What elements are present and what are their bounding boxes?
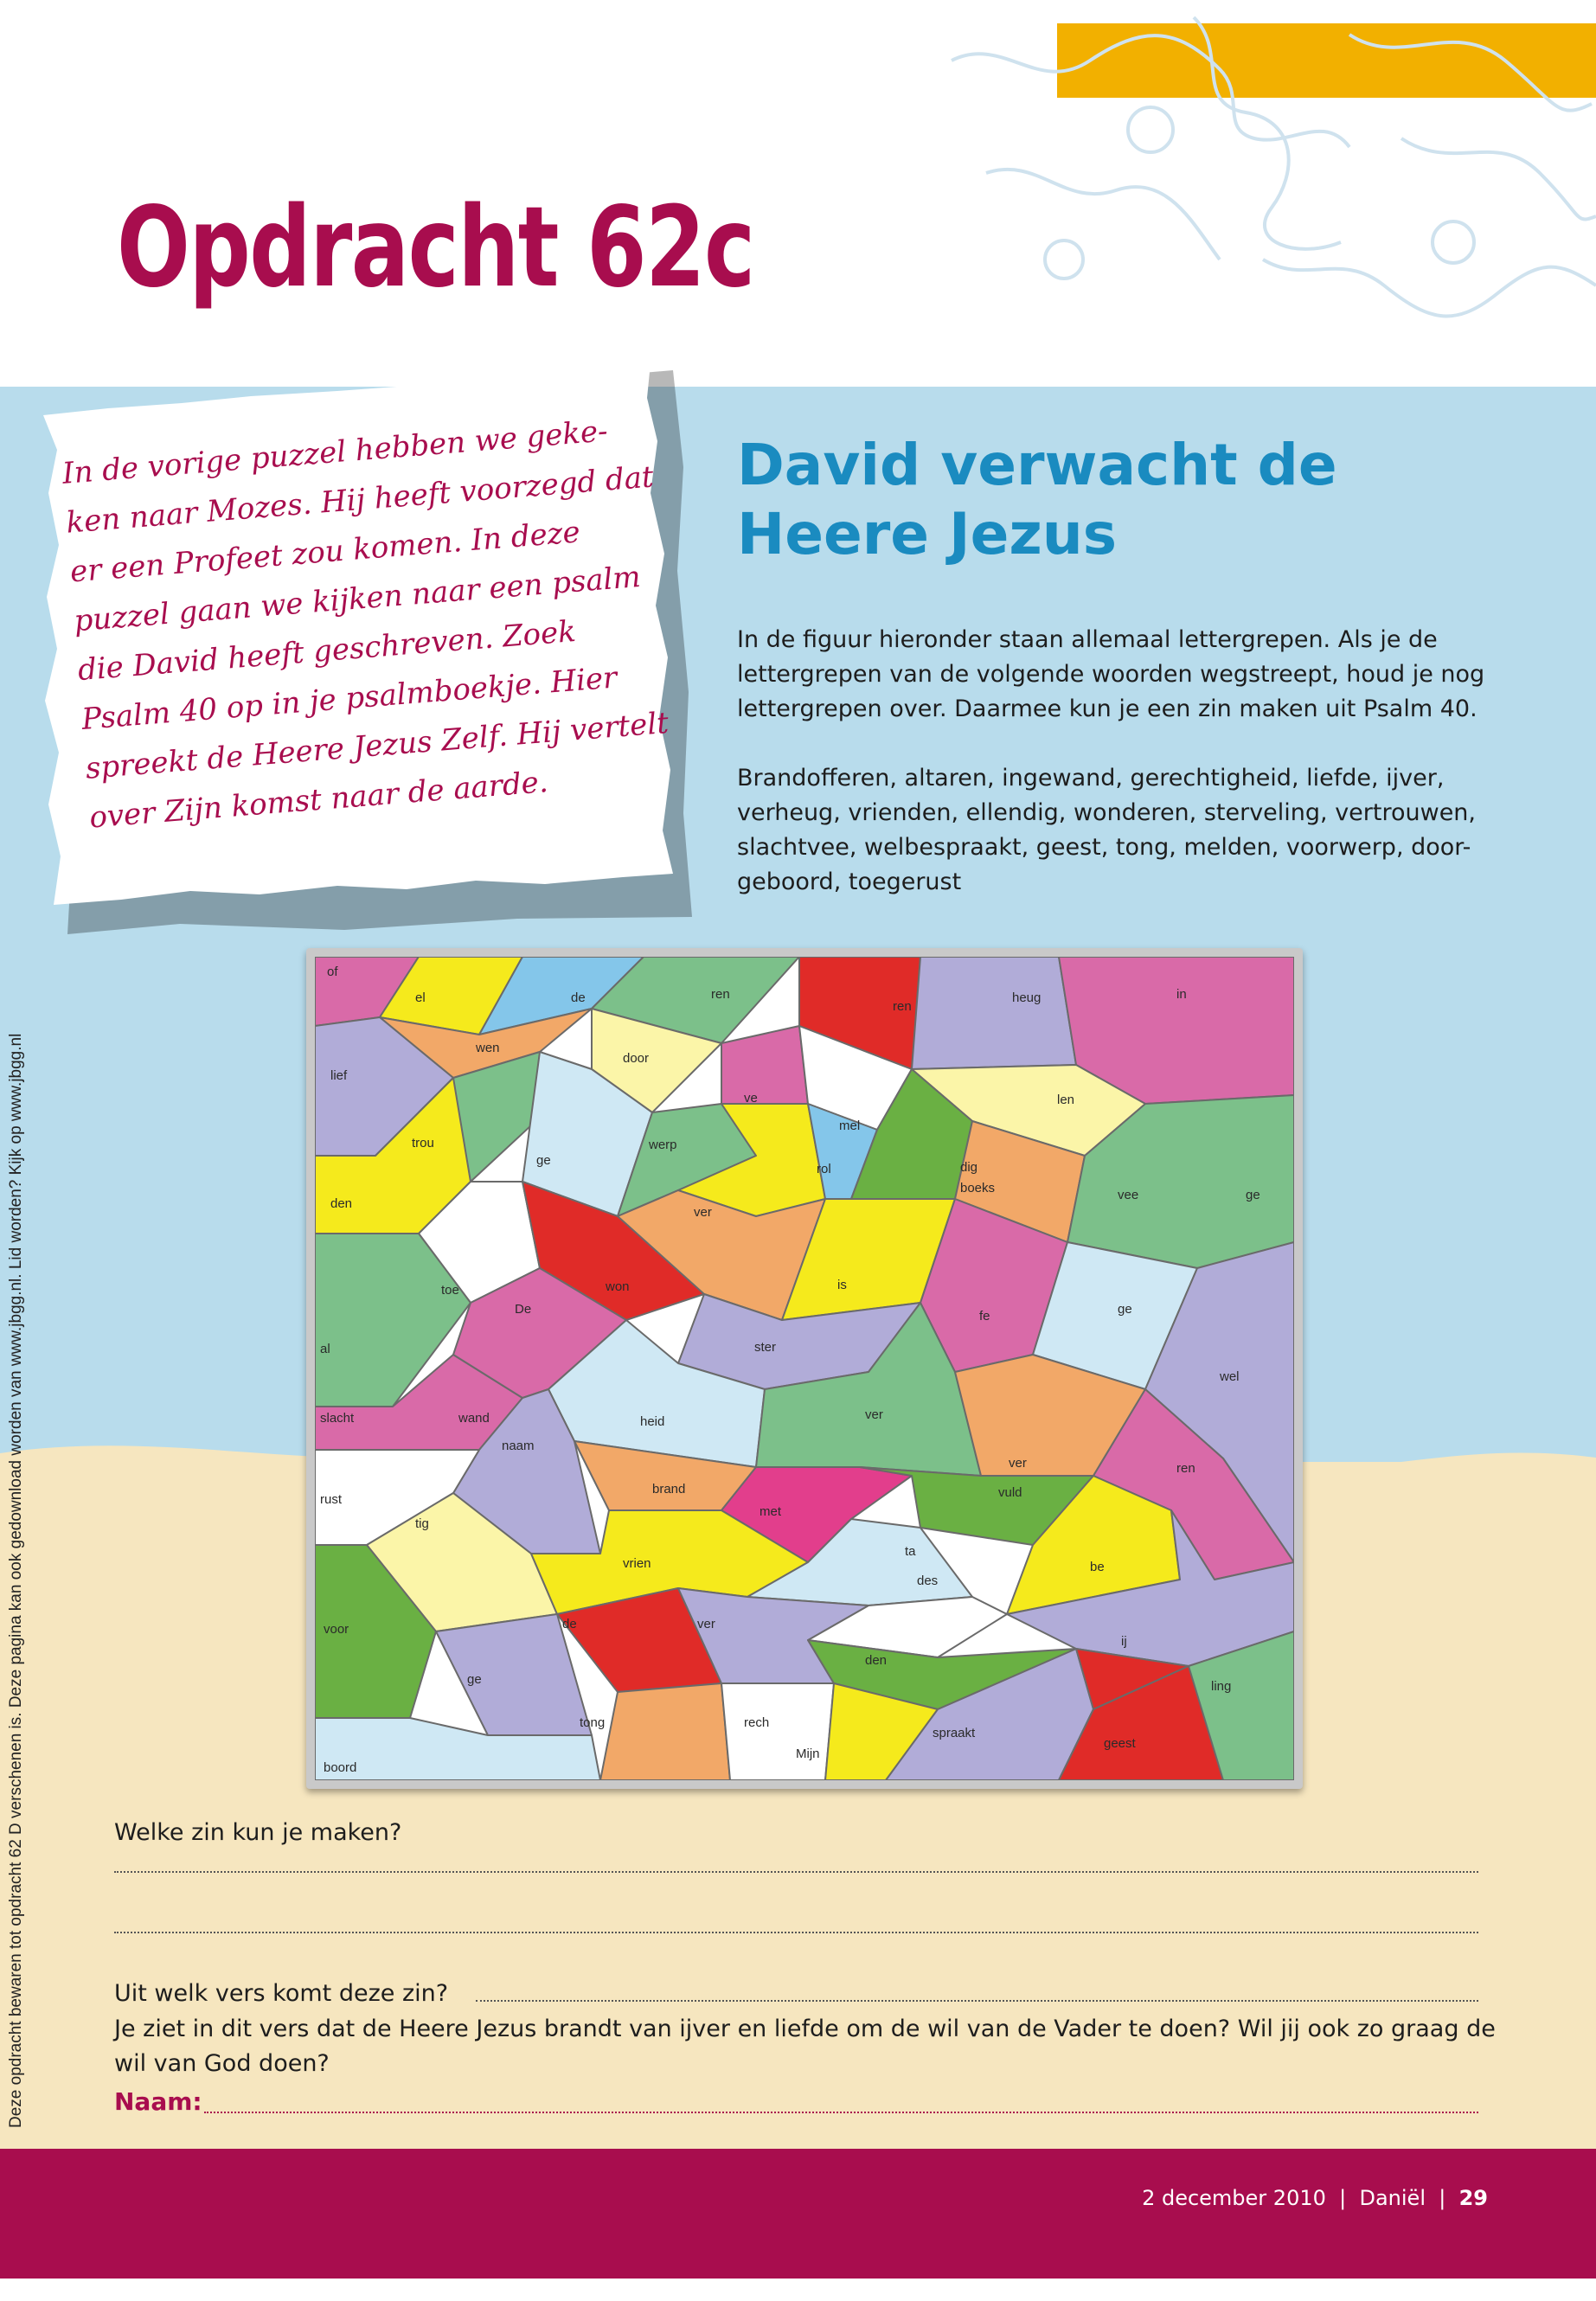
syllable-label: tong <box>580 1715 606 1730</box>
page-number: 29 <box>1458 2186 1488 2210</box>
syllable-label: ver <box>694 1205 712 1220</box>
syllable-label: spraakt <box>933 1726 976 1740</box>
syllable-label: dig <box>960 1160 978 1175</box>
syllable-label: boord <box>324 1760 357 1775</box>
syllable-label: voor <box>324 1622 349 1637</box>
syllable-label: des <box>917 1574 939 1588</box>
syllable-label: ge <box>536 1153 551 1168</box>
syllable-label: wel <box>1220 1369 1240 1384</box>
syllable-label: geest <box>1104 1736 1136 1751</box>
answer-line-1[interactable] <box>114 1871 1478 1873</box>
word-list: Brandofferen, altaren, ingewand, gerechtigheid, liefde, ijver, verheug, vrienden, ellendig, wonderen, sterveling, vertrouwen, slachtvee, welbespraakt, geest, tong, melden, voorwerp, door-geboord, toegerust <box>737 765 1477 895</box>
syllable-label: wen <box>476 1041 500 1055</box>
syllable-label: boeks <box>960 1181 996 1195</box>
syllable-label: rol <box>817 1162 831 1176</box>
syllable-label: ge <box>1246 1188 1260 1202</box>
syllable-label: in <box>1176 987 1187 1002</box>
puzzle-piece <box>600 1683 730 1780</box>
syllable-label: tig <box>415 1516 429 1531</box>
syllable-label: brand <box>652 1482 686 1497</box>
footer-date: 2 december 2010 <box>1142 2186 1326 2210</box>
name-line[interactable] <box>204 2112 1478 2113</box>
syllable-label: met <box>760 1504 782 1519</box>
syllable-label: ren <box>711 987 730 1002</box>
section-heading <box>737 431 1516 569</box>
footer-magazine: Daniël <box>1359 2186 1426 2210</box>
syllable-label: of <box>327 965 338 979</box>
name-label: Naam: <box>114 2087 202 2116</box>
syllable-label: ling <box>1211 1679 1232 1694</box>
puzzle-piece <box>436 1614 592 1735</box>
answer-line-verse[interactable] <box>476 2000 1478 2002</box>
syllable-label: den <box>865 1653 888 1668</box>
syllable-label: Mijn <box>796 1747 820 1761</box>
syllable-label: vee <box>1118 1188 1139 1202</box>
syllable-label: naam <box>502 1439 535 1453</box>
syllable-label: ge <box>1118 1302 1132 1317</box>
syllable-label: ren <box>893 999 912 1014</box>
syllable-label: ster <box>754 1340 777 1355</box>
syllable-label: toe <box>441 1283 459 1298</box>
syllable-label: vuld <box>998 1485 1022 1500</box>
syllable-label: ve <box>744 1091 758 1106</box>
syllable-label: lief <box>330 1068 348 1083</box>
syllable-label: werp <box>649 1138 677 1152</box>
syllable-label: ver <box>1009 1456 1027 1471</box>
syllable-puzzle <box>315 957 1294 1780</box>
syllable-label: won <box>606 1279 630 1294</box>
heading-line-1: David verwacht de <box>737 432 1337 498</box>
puzzle-piece <box>721 1026 808 1104</box>
side-note: Deze opdracht bewaren tot opdracht 62 D verschenen is. Deze pagina kan ook gedownload worden van www.jbgg.nl. Lid worden? Kijk op www.jbgg.nl <box>7 1033 25 2128</box>
heading-line-2: Heere Jezus <box>737 501 1118 567</box>
syllable-label: ta <box>905 1544 916 1559</box>
syllable-label: heid <box>640 1414 665 1429</box>
syllable-label: den <box>330 1196 353 1211</box>
puzzle-piece <box>721 1683 834 1780</box>
syllable-label: el <box>415 990 426 1005</box>
syllable-label: len <box>1057 1093 1075 1107</box>
syllable-label: wand <box>458 1411 490 1426</box>
note-text: In de vorige puzzel hebben we geke-ken naar Mozes. Hij heeft voorzegd dat er een Profeet zou komen. In deze puzzel gaan we kijken naar een psalm die David heeft geschreven. Zoek Psalm 40 op in je psalmboekje. Hier spreekt de Heere Jezus Zelf. Hij vertelt over Zijn komst naar de aarde. <box>61 413 670 836</box>
footer-bar <box>0 2149 1596 2279</box>
footer-text: 2 december 2010 | Daniël | 29 <box>1142 2186 1488 2210</box>
puzzle-pieces-decoration <box>934 0 1596 389</box>
syllable-label: door <box>623 1051 650 1066</box>
question-verse: Uit welk vers komt deze zin? <box>114 1980 449 2007</box>
page-title: Opdracht 62c <box>117 183 754 312</box>
syllable-label: ge <box>467 1672 482 1687</box>
syllable-label: be <box>1090 1560 1105 1574</box>
syllable-label: is <box>837 1278 847 1292</box>
syllable-label: fe <box>979 1309 990 1324</box>
syllable-label: al <box>320 1342 330 1356</box>
syllable-label: rust <box>320 1492 343 1507</box>
syllable-label: ren <box>1176 1461 1195 1476</box>
intro-paragraph: In de figuur hieronder staan allemaal lettergrepen. Als je de lettergrepen van de volgende woorden wegstreept, houd je nog lettergrepen over. Daarmee kun je een zin maken uit Psalm 40. <box>737 626 1485 722</box>
syllable-label: ij <box>1121 1634 1127 1649</box>
syllable-label: vrien <box>623 1556 651 1571</box>
syllable-label: mel <box>839 1118 861 1133</box>
syllable-label: ver <box>865 1407 883 1422</box>
syllable-label: ver <box>697 1617 715 1631</box>
puzzle-piece <box>912 957 1076 1069</box>
syllable-label: de <box>571 990 586 1005</box>
syllable-label: de <box>562 1617 577 1631</box>
syllable-label: slacht <box>320 1411 355 1426</box>
syllable-label: trou <box>412 1136 434 1150</box>
question-sentence: Welke zin kun je maken? <box>114 1819 402 1846</box>
question-reflection: Je ziet in dit vers dat de Heere Jezus brandt van ijver en liefde om de wil van de Vader te doen? Wil jij ook zo graag de wil van God doen? <box>114 2016 1496 2077</box>
syllable-label: rech <box>744 1715 770 1730</box>
answer-line-2[interactable] <box>114 1932 1478 1933</box>
syllable-label: De <box>515 1302 532 1317</box>
syllable-label: heug <box>1012 990 1042 1005</box>
